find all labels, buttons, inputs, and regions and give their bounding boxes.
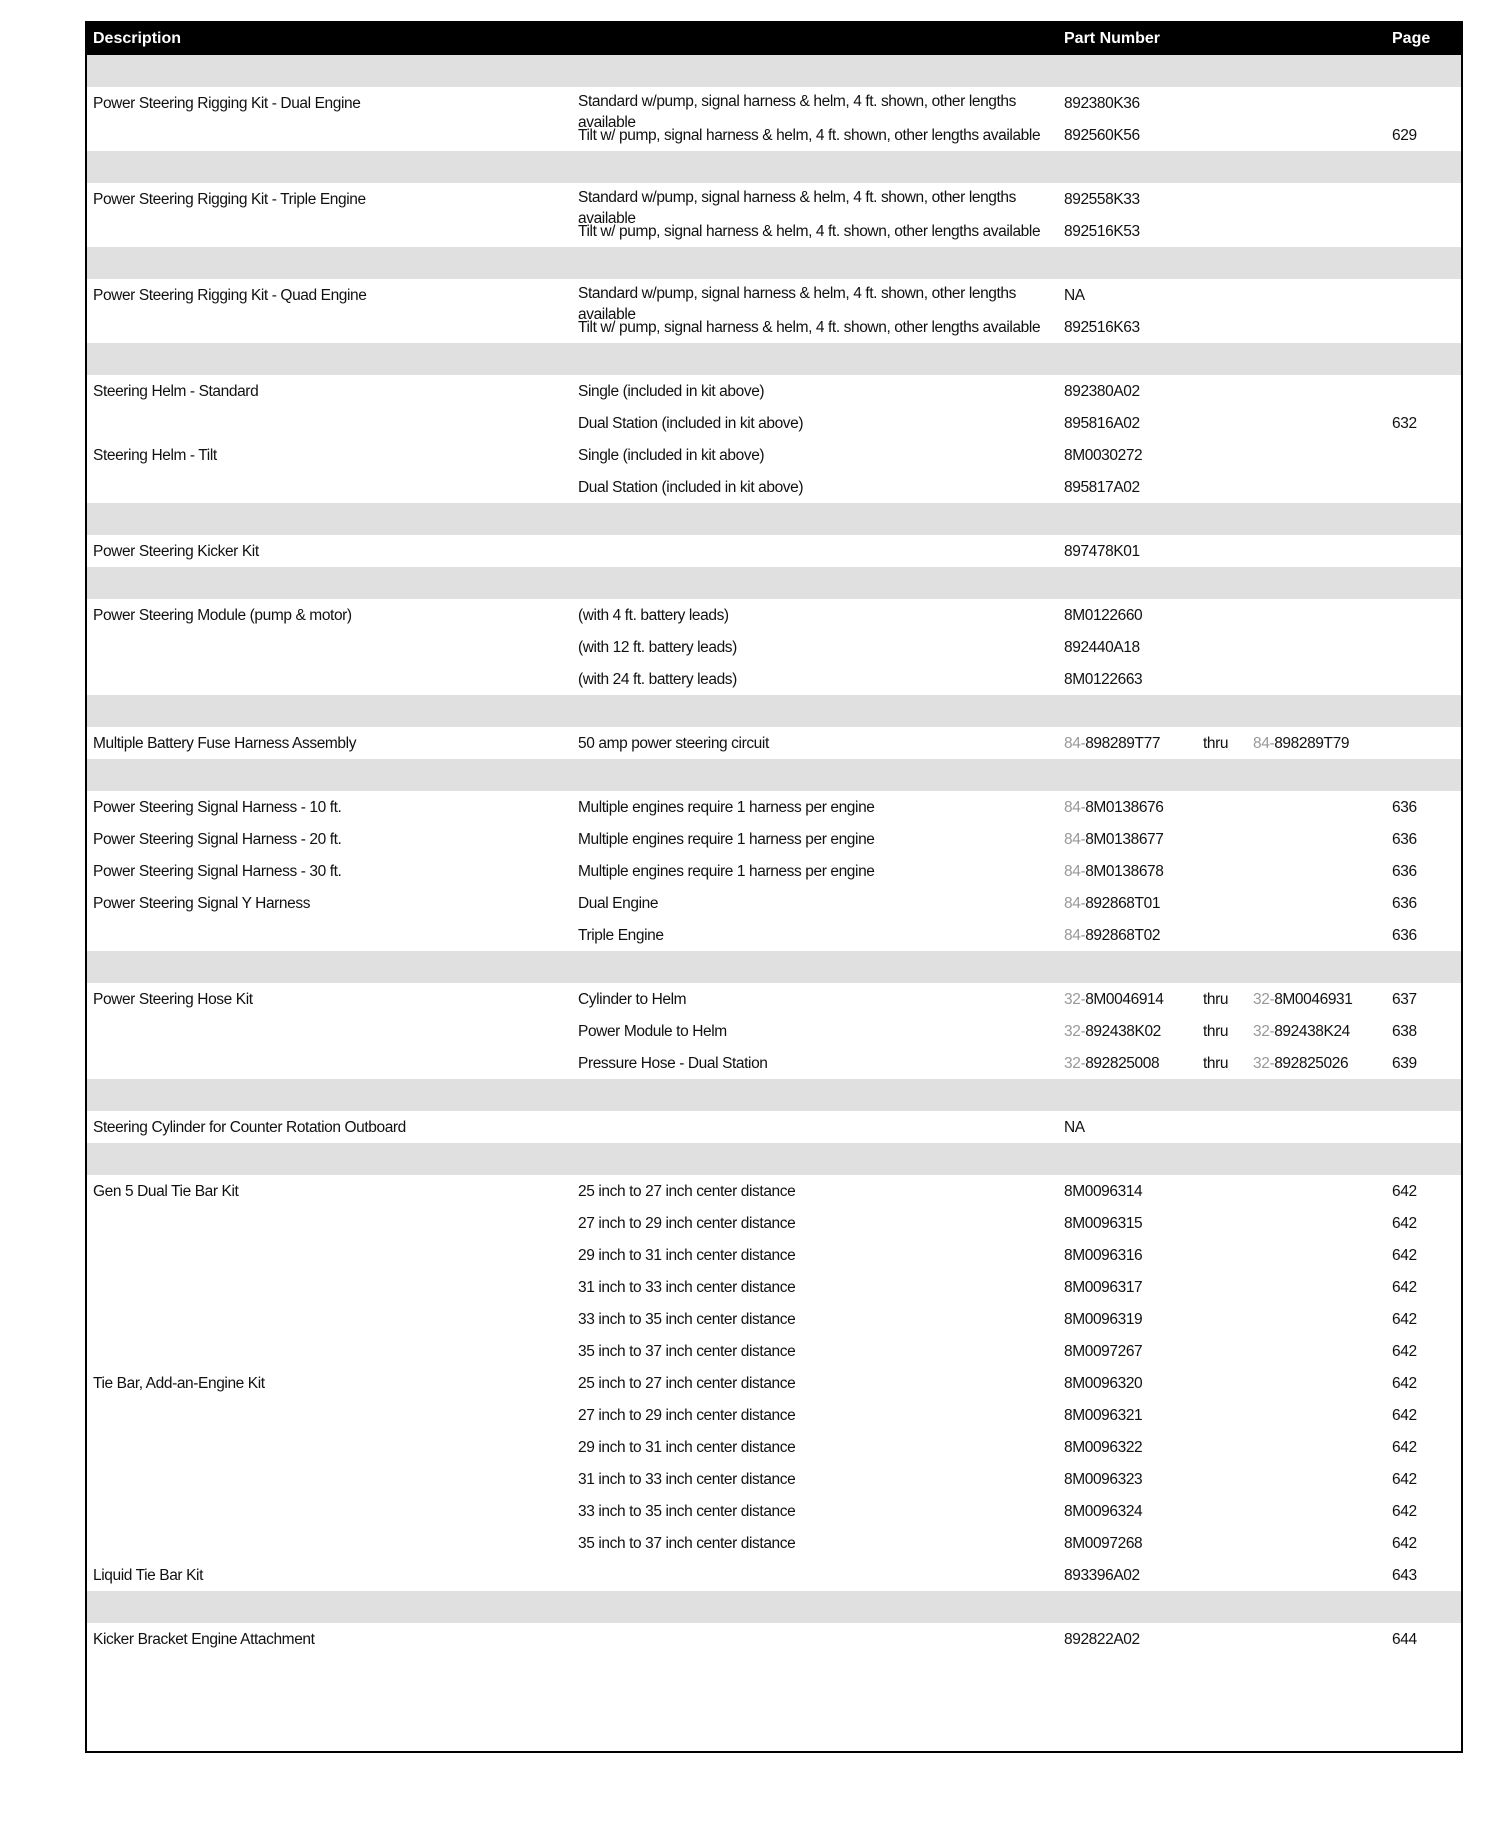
part-prefix: 32-: [1253, 1055, 1275, 1072]
table-row: [87, 855, 1461, 887]
part-number: NA: [1064, 287, 1085, 304]
part-number: 8M0096317: [1064, 1279, 1143, 1296]
part-number-cell: [1064, 125, 1140, 146]
part-number-cell: [1064, 1117, 1085, 1138]
part-number: 892868T02: [1085, 927, 1161, 944]
part-number-cell: [1064, 989, 1163, 1010]
part-number: 8M0096323: [1064, 1471, 1143, 1488]
spec-cell: 29 inch to 31 inch center distance: [578, 1247, 796, 1264]
part-number-cell: [1064, 1565, 1140, 1586]
table-row: [87, 1399, 1461, 1431]
spec-cell: Dual Engine: [578, 895, 659, 912]
table-row: [87, 1335, 1461, 1367]
page-cell: 636: [1392, 831, 1417, 848]
page-cell: 642: [1392, 1471, 1417, 1488]
part-prefix: 84-: [1253, 735, 1275, 752]
part-prefix: 84-: [1064, 895, 1086, 912]
table-row: [87, 1527, 1461, 1559]
part-number: 8M0046914: [1085, 991, 1164, 1008]
spec-cell: Power Module to Helm: [578, 1023, 727, 1040]
page-cell: 632: [1392, 415, 1417, 432]
page-cell: 636: [1392, 927, 1417, 944]
page-cell: 642: [1392, 1279, 1417, 1296]
part-number: 8M0096324: [1064, 1503, 1143, 1520]
table-row: [87, 1623, 1461, 1655]
table-row: [87, 535, 1461, 567]
spec-cell: Dual Station (included in kit above): [578, 479, 804, 496]
part-number-cell: [1064, 1533, 1142, 1554]
spec-cell: Triple Engine: [578, 927, 664, 944]
spec-cell: 35 inch to 37 inch center distance: [578, 1535, 796, 1552]
table-row: [87, 599, 1461, 631]
table-row: [87, 1207, 1461, 1239]
part-number: 8M0096319: [1064, 1311, 1143, 1328]
description-cell: Kicker Bracket Engine Attachment: [93, 1631, 315, 1648]
thru-label: thru: [1203, 735, 1229, 752]
description-cell: Liquid Tie Bar Kit: [93, 1567, 203, 1584]
part-number-cell: [1064, 317, 1140, 338]
spec-cell: 29 inch to 31 inch center distance: [578, 1439, 796, 1456]
spec-cell: Standard w/pump, signal harness & helm, 4 ft. shown, other lengths available: [578, 189, 1016, 227]
part-number-end: 892825026: [1274, 1055, 1349, 1072]
description-cell: Power Steering Rigging Kit - Triple Engine: [93, 191, 366, 208]
description-cell: Power Steering Module (pump & motor): [93, 607, 352, 624]
spec-cell: 27 inch to 29 inch center distance: [578, 1215, 796, 1232]
part-number: 895816A02: [1064, 415, 1140, 432]
spec-cell: Tilt w/ pump, signal harness & helm, 4 ft. shown, other lengths available: [578, 223, 1041, 240]
page-cell: 642: [1392, 1503, 1417, 1520]
spec-cell: Multiple engines require 1 harness per engine: [578, 799, 875, 816]
description-cell: Multiple Battery Fuse Harness Assembly: [93, 735, 357, 752]
part-number-end: 892438K24: [1274, 1023, 1350, 1040]
part-number-cell: [1064, 1469, 1142, 1490]
spec-cell: (with 12 ft. battery leads): [578, 639, 737, 656]
spec-cell: 31 inch to 33 inch center distance: [578, 1471, 796, 1488]
table-row: [87, 631, 1461, 663]
spec-cell: 27 inch to 29 inch center distance: [578, 1407, 796, 1424]
table-row: [87, 1175, 1461, 1207]
part-number: 892380K36: [1064, 95, 1140, 112]
part-number: NA: [1064, 1119, 1085, 1136]
part-prefix: 32-: [1253, 991, 1275, 1008]
thru-label: thru: [1203, 1055, 1229, 1072]
spec-cell: Single (included in kit above): [578, 383, 765, 400]
part-prefix: 84-: [1064, 831, 1086, 848]
part-prefix: 32-: [1064, 991, 1086, 1008]
table-row: [87, 1495, 1461, 1527]
part-number: 8M0030272: [1064, 447, 1143, 464]
page-cell: 638: [1392, 1023, 1417, 1040]
part-number-end-cell: [1253, 1021, 1350, 1042]
part-number: 8M0096314: [1064, 1183, 1143, 1200]
spec-cell: 50 amp power steering circuit: [578, 735, 769, 752]
spec-cell: Cylinder to Helm: [578, 991, 687, 1008]
description-cell: Power Steering Signal Harness - 10 ft.: [93, 799, 342, 816]
separator-band: [87, 55, 1461, 87]
part-number: 892516K53: [1064, 223, 1140, 240]
part-number-cell: [1064, 1341, 1142, 1362]
description-cell: Power Steering Kicker Kit: [93, 543, 259, 560]
page-cell: 642: [1392, 1407, 1417, 1424]
table-row: [87, 1111, 1461, 1143]
table-row: [87, 1367, 1461, 1399]
page-cell: 644: [1392, 1631, 1417, 1648]
part-number-cell: [1064, 381, 1140, 402]
spec-cell: Tilt w/ pump, signal harness & helm, 4 ft. shown, other lengths available: [578, 319, 1041, 336]
part-number: 8M0096316: [1064, 1247, 1143, 1264]
part-number-end-cell: [1253, 989, 1352, 1010]
part-number-cell: [1064, 445, 1142, 466]
part-number: 895817A02: [1064, 479, 1140, 496]
part-prefix: 32-: [1064, 1055, 1086, 1072]
table-row: [87, 471, 1461, 503]
parts-table: [85, 21, 1463, 1753]
spec-cell: Standard w/pump, signal harness & helm, 4 ft. shown, other lengths available: [578, 285, 1016, 323]
part-number: 8M0122663: [1064, 671, 1143, 688]
description-cell: Steering Helm - Tilt: [93, 447, 217, 464]
spec-cell: (with 24 ft. battery leads): [578, 671, 737, 688]
separator-band: [87, 503, 1461, 535]
spec-cell: Multiple engines require 1 harness per engine: [578, 863, 875, 880]
part-number-cell: [1064, 93, 1140, 114]
description-cell: Steering Helm - Standard: [93, 383, 259, 400]
part-number: 892868T01: [1085, 895, 1161, 912]
part-number: 8M0097268: [1064, 1535, 1143, 1552]
spec-cell: Tilt w/ pump, signal harness & helm, 4 ft. shown, other lengths available: [578, 127, 1041, 144]
part-prefix: 32-: [1253, 1023, 1275, 1040]
separator-band: [87, 1079, 1461, 1111]
separator-band: [87, 695, 1461, 727]
spec-cell: (with 4 ft. battery leads): [578, 607, 729, 624]
part-number-cell: [1064, 1405, 1142, 1426]
part-number: 8M0096322: [1064, 1439, 1143, 1456]
separator-band: [87, 1591, 1461, 1623]
part-number: 892822A02: [1064, 1631, 1140, 1648]
table-row: [87, 311, 1461, 343]
table-row: [87, 823, 1461, 855]
table-row: [87, 1559, 1461, 1591]
table-row: [87, 279, 1461, 323]
spec-cell: 33 inch to 35 inch center distance: [578, 1503, 796, 1520]
spec-cell: 31 inch to 33 inch center distance: [578, 1279, 796, 1296]
part-number: 892825008: [1085, 1055, 1160, 1072]
part-prefix: 32-: [1064, 1023, 1086, 1040]
part-number: 8M0138678: [1085, 863, 1164, 880]
table-row: [87, 439, 1461, 471]
table-row: [87, 1047, 1461, 1079]
part-number: 897478K01: [1064, 543, 1140, 560]
spec-cell: Pressure Hose - Dual Station: [578, 1055, 768, 1072]
page-cell: 636: [1392, 799, 1417, 816]
header-part-number: Part Number: [1064, 30, 1161, 47]
part-number: 8M0096321: [1064, 1407, 1143, 1424]
page-cell: 642: [1392, 1535, 1417, 1552]
part-number-cell: [1064, 861, 1163, 882]
part-number: 8M0138677: [1085, 831, 1164, 848]
page-cell: 642: [1392, 1247, 1417, 1264]
part-number: 893396A02: [1064, 1567, 1140, 1584]
page-cell: 642: [1392, 1439, 1417, 1456]
part-number: 898289T77: [1085, 735, 1161, 752]
spec-cell: Single (included in kit above): [578, 447, 765, 464]
description-cell: Power Steering Rigging Kit - Dual Engine: [93, 95, 361, 112]
part-number: 8M0097267: [1064, 1343, 1143, 1360]
description-cell: Gen 5 Dual Tie Bar Kit: [93, 1183, 239, 1200]
page-cell: 642: [1392, 1375, 1417, 1392]
part-number: 8M0096315: [1064, 1215, 1143, 1232]
part-prefix: 84-: [1064, 799, 1086, 816]
part-number-cell: [1064, 1373, 1142, 1394]
table-row: [87, 1271, 1461, 1303]
table-row: [87, 663, 1461, 695]
part-number: 892380A02: [1064, 383, 1140, 400]
separator-band: [87, 247, 1461, 279]
thru-label: thru: [1203, 1023, 1229, 1040]
separator-band: [87, 1143, 1461, 1175]
spec-cell: Multiple engines require 1 harness per engine: [578, 831, 875, 848]
page-cell: 643: [1392, 1567, 1417, 1584]
part-number-cell: [1064, 797, 1163, 818]
part-number-cell: [1064, 669, 1142, 690]
table-row: [87, 183, 1461, 227]
part-number-cell: [1064, 1181, 1142, 1202]
part-number: 892440A18: [1064, 639, 1140, 656]
page-cell: 639: [1392, 1055, 1417, 1072]
part-number-cell: [1064, 829, 1163, 850]
part-number: 8M0122660: [1064, 607, 1143, 624]
part-number: 892558K33: [1064, 191, 1140, 208]
table-row: [87, 919, 1461, 951]
table-row: [87, 375, 1461, 407]
table-row: [87, 887, 1461, 919]
part-prefix: 84-: [1064, 735, 1086, 752]
spec-cell: Dual Station (included in kit above): [578, 415, 804, 432]
separator-band: [87, 151, 1461, 183]
spec-cell: 35 inch to 37 inch center distance: [578, 1343, 796, 1360]
table-row: [87, 1239, 1461, 1271]
part-number-end-cell: [1253, 1053, 1348, 1074]
separator-band: [87, 567, 1461, 599]
page-cell: 629: [1392, 127, 1417, 144]
spec-cell: 33 inch to 35 inch center distance: [578, 1311, 796, 1328]
part-number-cell: [1064, 285, 1085, 306]
part-number-cell: [1064, 1021, 1161, 1042]
part-number-end-cell: [1253, 733, 1349, 754]
part-number-cell: [1064, 1501, 1142, 1522]
page-cell: 636: [1392, 863, 1417, 880]
separator-band: [87, 759, 1461, 791]
separator-band: [87, 343, 1461, 375]
description-cell: Steering Cylinder for Counter Rotation Outboard: [93, 1119, 406, 1136]
part-number: 892516K63: [1064, 319, 1140, 336]
page-cell: 642: [1392, 1311, 1417, 1328]
part-number-cell: [1064, 477, 1140, 498]
table-row: [87, 119, 1461, 151]
part-number-cell: [1064, 413, 1140, 434]
part-number-cell: [1064, 1277, 1142, 1298]
part-number-cell: [1064, 893, 1160, 914]
part-number-end: 8M0046931: [1274, 991, 1353, 1008]
page-cell: 642: [1392, 1343, 1417, 1360]
header-description: Description: [93, 30, 182, 47]
part-prefix: 84-: [1064, 863, 1086, 880]
table-header: [87, 23, 1461, 55]
table-row: [87, 1431, 1461, 1463]
table-row: [87, 727, 1461, 759]
description-cell: Tie Bar, Add-an-Engine Kit: [93, 1375, 265, 1392]
part-number-cell: [1064, 541, 1140, 562]
description-cell: Power Steering Hose Kit: [93, 991, 253, 1008]
part-number-cell: [1064, 221, 1140, 242]
separator-band: [87, 951, 1461, 983]
description-cell: Power Steering Rigging Kit - Quad Engine: [93, 287, 367, 304]
description-cell: Power Steering Signal Y Harness: [93, 895, 311, 912]
table-row: [87, 1463, 1461, 1495]
part-number-cell: [1064, 1053, 1159, 1074]
table-row: [87, 215, 1461, 247]
spec-cell: 25 inch to 27 inch center distance: [578, 1375, 796, 1392]
table-row: [87, 1015, 1461, 1047]
spec-cell: 25 inch to 27 inch center distance: [578, 1183, 796, 1200]
table-row: [87, 1303, 1461, 1335]
header-page: Page: [1392, 30, 1431, 47]
part-number-cell: [1064, 1245, 1142, 1266]
page-cell: 642: [1392, 1183, 1417, 1200]
part-number-cell: [1064, 1437, 1142, 1458]
part-number-end: 898289T79: [1274, 735, 1350, 752]
description-cell: Power Steering Signal Harness - 20 ft.: [93, 831, 342, 848]
table-row: [87, 791, 1461, 823]
part-number: 8M0096320: [1064, 1375, 1143, 1392]
table-row: [87, 407, 1461, 439]
part-number-cell: [1064, 733, 1160, 754]
part-number-cell: [1064, 1213, 1142, 1234]
thru-label: thru: [1203, 991, 1229, 1008]
part-prefix: 84-: [1064, 927, 1086, 944]
part-number-cell: [1064, 605, 1142, 626]
part-number-cell: [1064, 1309, 1142, 1330]
description-cell: Power Steering Signal Harness - 30 ft.: [93, 863, 342, 880]
part-number-cell: [1064, 189, 1140, 210]
part-number: 892438K02: [1085, 1023, 1161, 1040]
part-number-cell: [1064, 637, 1140, 658]
page-cell: 637: [1392, 991, 1417, 1008]
part-number: 892560K56: [1064, 127, 1140, 144]
table-row: [87, 87, 1461, 131]
spec-cell: Standard w/pump, signal harness & helm, 4 ft. shown, other lengths available: [578, 93, 1016, 131]
part-number: 8M0138676: [1085, 799, 1164, 816]
page-cell: 636: [1392, 895, 1417, 912]
part-number-cell: [1064, 925, 1160, 946]
page-cell: 642: [1392, 1215, 1417, 1232]
part-number-cell: [1064, 1629, 1140, 1650]
table-row: [87, 983, 1461, 1015]
